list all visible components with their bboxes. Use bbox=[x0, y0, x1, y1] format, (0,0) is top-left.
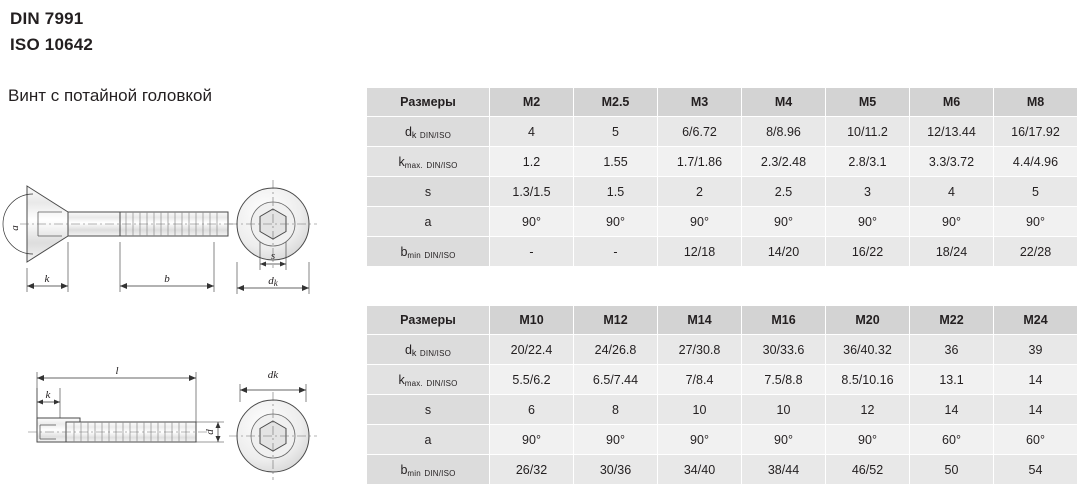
table-cell: 90° bbox=[826, 207, 910, 237]
table-cell: 18/24 bbox=[910, 237, 994, 267]
table-cell: 8.5/10.16 bbox=[826, 365, 910, 395]
table-cell: 5 bbox=[574, 117, 658, 147]
table-cell: 3 bbox=[826, 177, 910, 207]
table-cell: 90° bbox=[490, 425, 574, 455]
table-row bbox=[367, 365, 1078, 395]
page-title-din: DIN 7991 bbox=[10, 9, 84, 28]
table-cell: 46/52 bbox=[826, 455, 910, 485]
table-sizes-m2-m8 bbox=[366, 87, 1078, 267]
row-header: bmin DIN/ISO bbox=[367, 455, 490, 485]
table-cell: 60° bbox=[994, 425, 1078, 455]
table-cell: 6/6.72 bbox=[658, 117, 742, 147]
table-cell: 8 bbox=[574, 395, 658, 425]
table-cell: 5 bbox=[994, 177, 1078, 207]
column-header: M14 bbox=[658, 306, 742, 335]
table-cell: 6.5/7.44 bbox=[574, 365, 658, 395]
drawing-end-view-bottom bbox=[229, 369, 317, 480]
table-cell: 36/40.32 bbox=[826, 335, 910, 365]
svg-text:b: b bbox=[164, 273, 170, 285]
table-row bbox=[367, 207, 1078, 237]
table-cell: 27/30.8 bbox=[658, 335, 742, 365]
table-cell: 8/8.96 bbox=[742, 117, 826, 147]
table-cell: 14 bbox=[910, 395, 994, 425]
standard-titles bbox=[10, 6, 93, 58]
table-cell: 90° bbox=[574, 425, 658, 455]
table-row bbox=[367, 395, 1078, 425]
table-cell: 90° bbox=[742, 207, 826, 237]
column-header: M2.5 bbox=[574, 88, 658, 117]
table-header-row bbox=[367, 88, 1078, 117]
table-cell: 13.1 bbox=[910, 365, 994, 395]
table-cell: 90° bbox=[658, 425, 742, 455]
table-row bbox=[367, 237, 1078, 267]
row-header: s bbox=[367, 177, 490, 207]
column-header: M20 bbox=[826, 306, 910, 335]
table-cell: 30/36 bbox=[574, 455, 658, 485]
column-header: M8 bbox=[994, 88, 1078, 117]
product-description: Винт с потайной головкой bbox=[8, 86, 212, 105]
table-cell: 7.5/8.8 bbox=[742, 365, 826, 395]
table-cell: 10 bbox=[742, 395, 826, 425]
table-cell: 16/22 bbox=[826, 237, 910, 267]
column-header: M24 bbox=[994, 306, 1078, 335]
row-header: dk DIN/ISO bbox=[367, 117, 490, 147]
table-row bbox=[367, 425, 1078, 455]
table-cell: 36 bbox=[910, 335, 994, 365]
table-cell: 10/11.2 bbox=[826, 117, 910, 147]
table-cell: 6 bbox=[490, 395, 574, 425]
svg-text:dk: dk bbox=[267, 369, 279, 381]
table-cell: 14 bbox=[994, 395, 1078, 425]
drawing-side-view-top bbox=[3, 186, 240, 292]
table-cell: 2 bbox=[658, 177, 742, 207]
table-row bbox=[367, 455, 1078, 485]
row-header: bmin DIN/ISO bbox=[367, 237, 490, 267]
table-cell: 90° bbox=[490, 207, 574, 237]
table-cell: 14/20 bbox=[742, 237, 826, 267]
table-row bbox=[367, 177, 1078, 207]
table-cell: 34/40 bbox=[658, 455, 742, 485]
table-sizes-m10-m24 bbox=[366, 305, 1078, 485]
table-cell: 4 bbox=[910, 177, 994, 207]
table-cell: 14 bbox=[994, 365, 1078, 395]
drawing-end-view-top bbox=[229, 180, 317, 294]
table-row bbox=[367, 117, 1078, 147]
table-cell: 38/44 bbox=[742, 455, 826, 485]
drawing-side-view-bottom bbox=[28, 365, 224, 442]
column-header: M6 bbox=[910, 88, 994, 117]
table-cell: 1.5 bbox=[574, 177, 658, 207]
technical-drawings bbox=[0, 150, 360, 500]
table-cell: - bbox=[490, 237, 574, 267]
column-header: Размеры bbox=[367, 306, 490, 335]
table-cell: 90° bbox=[742, 425, 826, 455]
column-header: M16 bbox=[742, 306, 826, 335]
table-cell: 30/33.6 bbox=[742, 335, 826, 365]
table-cell: 4.4/4.96 bbox=[994, 147, 1078, 177]
table-cell: 90° bbox=[910, 207, 994, 237]
table-cell: 50 bbox=[910, 455, 994, 485]
table-cell: 90° bbox=[994, 207, 1078, 237]
table-cell: 12 bbox=[826, 395, 910, 425]
table-cell: 54 bbox=[994, 455, 1078, 485]
column-header: Размеры bbox=[367, 88, 490, 117]
table-cell: 24/26.8 bbox=[574, 335, 658, 365]
table-cell: 7/8.4 bbox=[658, 365, 742, 395]
svg-text:s: s bbox=[270, 250, 276, 262]
column-header: M22 bbox=[910, 306, 994, 335]
table-sizes-m2-m8-wrapper bbox=[366, 87, 1078, 267]
table-cell: 90° bbox=[658, 207, 742, 237]
row-header: dk DIN/ISO bbox=[367, 335, 490, 365]
row-header: a bbox=[367, 207, 490, 237]
table-cell: 2.3/2.48 bbox=[742, 147, 826, 177]
table-cell: 12/13.44 bbox=[910, 117, 994, 147]
table-cell: 1.3/1.5 bbox=[490, 177, 574, 207]
column-header: M10 bbox=[490, 306, 574, 335]
page-title-iso: ISO 10642 bbox=[10, 35, 94, 54]
table-header-row bbox=[367, 306, 1078, 335]
svg-text:dk: dk bbox=[268, 275, 278, 288]
table-cell: 90° bbox=[574, 207, 658, 237]
table-cell: 1.55 bbox=[574, 147, 658, 177]
table-cell: 12/18 bbox=[658, 237, 742, 267]
svg-text:k: k bbox=[44, 273, 50, 285]
table-cell: - bbox=[574, 237, 658, 267]
table-cell: 39 bbox=[994, 335, 1078, 365]
svg-text:d: d bbox=[204, 429, 216, 435]
column-header: M12 bbox=[574, 306, 658, 335]
table-cell: 1.7/1.86 bbox=[658, 147, 742, 177]
table-row bbox=[367, 147, 1078, 177]
table-cell: 10 bbox=[658, 395, 742, 425]
table-cell: 5.5/6.2 bbox=[490, 365, 574, 395]
column-header: M5 bbox=[826, 88, 910, 117]
table-cell: 2.8/3.1 bbox=[826, 147, 910, 177]
row-header: kmax. DIN/ISO bbox=[367, 365, 490, 395]
table-cell: 22/28 bbox=[994, 237, 1078, 267]
table-cell: 4 bbox=[490, 117, 574, 147]
table-cell: 90° bbox=[826, 425, 910, 455]
row-header: s bbox=[367, 395, 490, 425]
column-header: M4 bbox=[742, 88, 826, 117]
table-cell: 3.3/3.72 bbox=[910, 147, 994, 177]
table-sizes-m10-m24-wrapper bbox=[366, 305, 1078, 485]
table-cell: 20/22.4 bbox=[490, 335, 574, 365]
table-row bbox=[367, 335, 1078, 365]
table-cell: 1.2 bbox=[490, 147, 574, 177]
row-header: kmax. DIN/ISO bbox=[367, 147, 490, 177]
table-cell: 60° bbox=[910, 425, 994, 455]
table-cell: 16/17.92 bbox=[994, 117, 1078, 147]
row-header: a bbox=[367, 425, 490, 455]
svg-text:a: a bbox=[9, 225, 21, 231]
table-cell: 2.5 bbox=[742, 177, 826, 207]
column-header: M3 bbox=[658, 88, 742, 117]
svg-text:l: l bbox=[115, 365, 119, 377]
column-header: M2 bbox=[490, 88, 574, 117]
table-cell: 26/32 bbox=[490, 455, 574, 485]
svg-text:k: k bbox=[45, 389, 51, 401]
